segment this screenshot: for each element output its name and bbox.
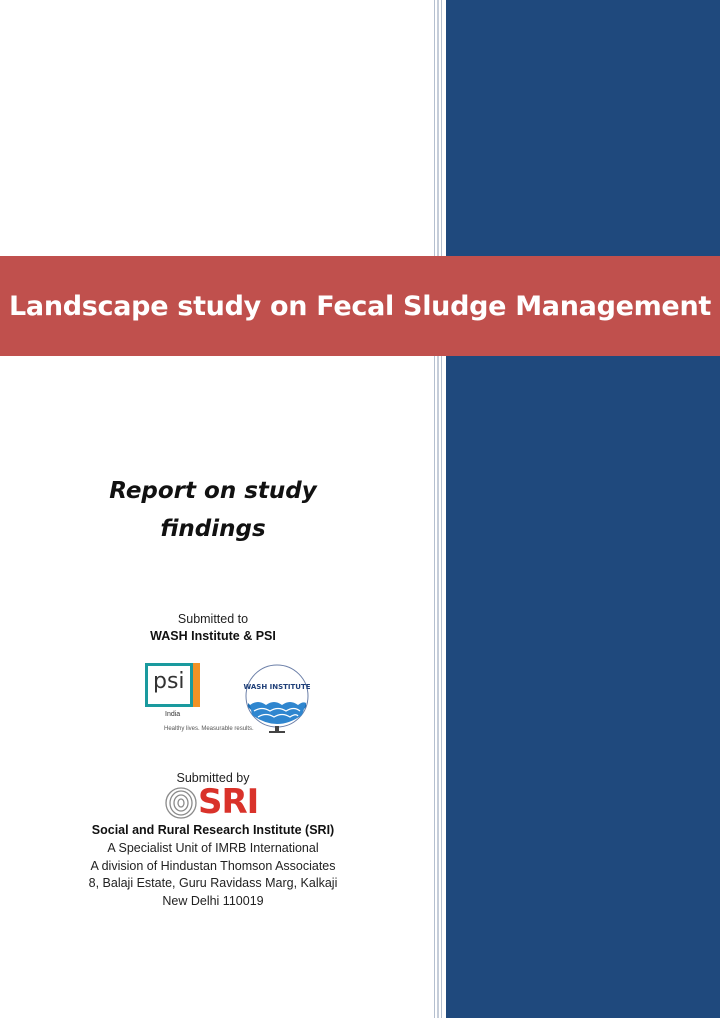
organization-name: Social and Rural Research Institute (SRI)	[91, 823, 335, 837]
submitted-by-label: Submitted by	[176, 771, 250, 785]
divider-line	[437, 0, 439, 1018]
sri-logo	[164, 782, 264, 822]
psi-logo-text: psi	[153, 669, 185, 694]
wash-institute-logo	[240, 663, 314, 735]
wash-globe-icon	[240, 663, 314, 735]
divider-line	[434, 0, 435, 1018]
wash-logo-text: WASH INSTITUTE	[243, 683, 311, 691]
psi-tagline: Healthy lives. Measurable results.	[164, 726, 254, 732]
recipients: WASH Institute & PSI	[150, 629, 276, 643]
submitted-to-label: Submitted to	[177, 612, 249, 626]
report-title-line: Report on study	[109, 478, 317, 504]
sri-logo-text: SRI	[198, 782, 259, 822]
address-line: A division of Hindustan Thomson Associates	[90, 858, 336, 873]
psi-logo	[145, 663, 211, 718]
report-title	[0, 472, 426, 548]
fingerprint-icon	[164, 786, 198, 820]
address-block	[0, 840, 426, 910]
psi-region: India	[165, 711, 181, 718]
divider-line	[441, 0, 442, 1018]
report-title-line: findings	[160, 516, 266, 542]
title-band	[0, 256, 720, 356]
document-title: Landscape study on Fecal Sludge Management	[9, 290, 711, 322]
address-line: 8, Balaji Estate, Guru Ravidass Marg, Kalkaji	[88, 876, 338, 890]
right-blue-panel	[446, 0, 720, 1018]
address-line: New Delhi 110019	[162, 893, 264, 908]
address-line: A Specialist Unit of IMRB International	[107, 841, 319, 855]
